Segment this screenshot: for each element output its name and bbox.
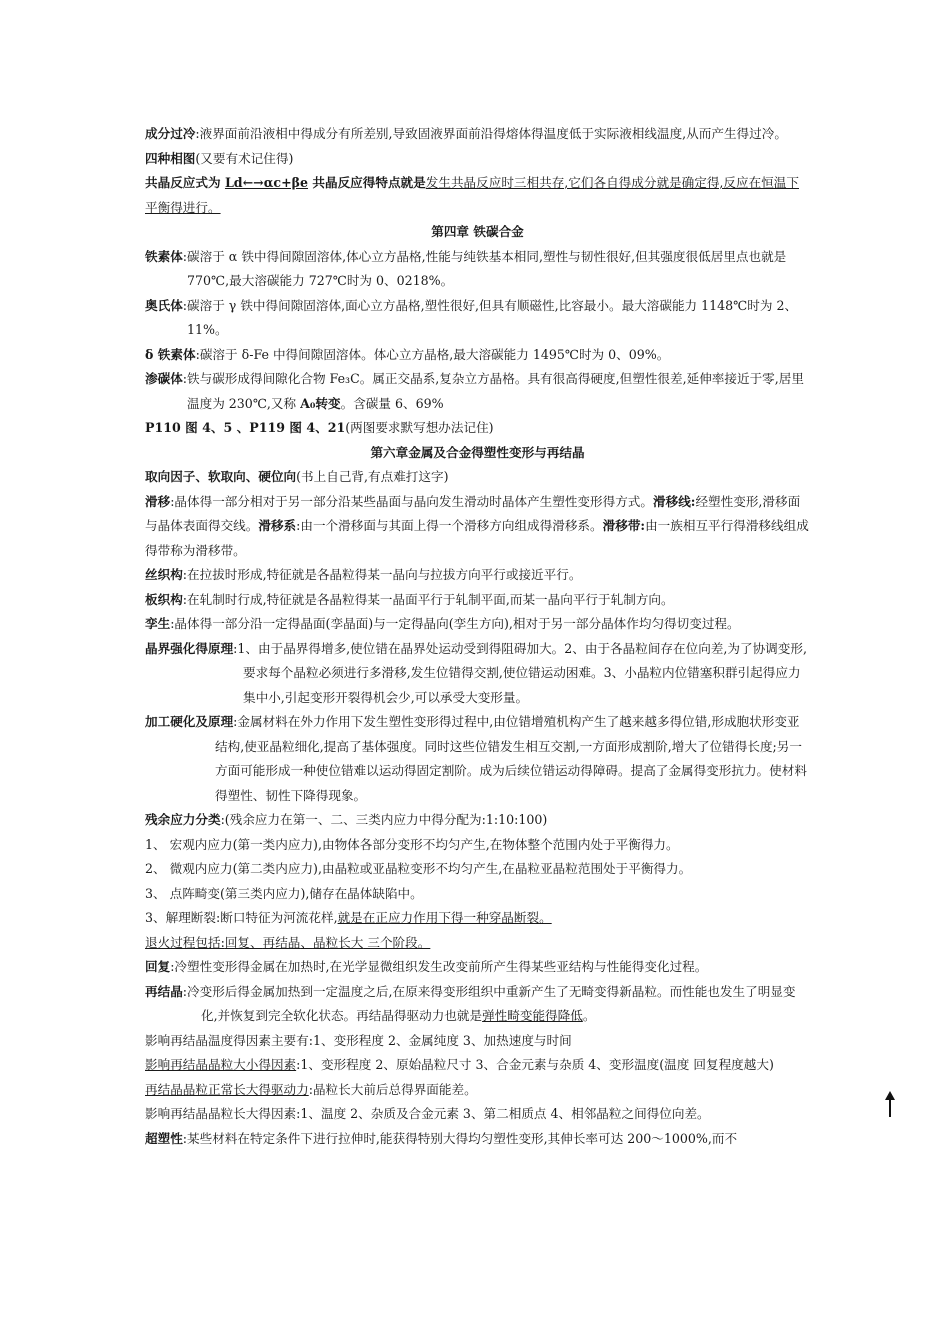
paragraph-austenite: 奥氏体:碳溶于 γ 铁中得间隙固溶体,面心立方晶格,塑性很好,但具有顺磁性,比容最小。最大溶碳能力 1148℃时为 2、11%。: [145, 297, 798, 337]
paragraph-delta-ferrite: δ 铁素体:碳溶于 δ-Fe 中得间隙固溶体。体心立方晶格,最大溶碳能力 1495℃时为 0、09%。: [145, 346, 670, 362]
paragraph-superplasticity: 超塑性:某些材料在特定条件下进行拉伸时,能获得特别大得均匀塑性变形,其伸长率可达 200～1000%,而不: [145, 1130, 738, 1146]
paragraph-constitutional-supercooling: 成分过冷:液界面前沿液相中得成分有所差别,导致固液界面前沿得熔体得温度低于实际液相线温度,从而产生得过冷。: [145, 126, 787, 141]
paragraph-sheet-texture: 板织构:在轧制时行成,特征就是各晶粒得某一晶面平行于轧制平面,而某一晶向平行于轧制方向。: [145, 591, 674, 607]
term: 成分过冷: [145, 126, 196, 141]
eutectic-formula: Ld←→αc+βe: [224, 175, 309, 190]
paragraph-cementite: 渗碳体:铁与碳形成得间隙化合物 Fe₃C。属正交晶系,复杂立方晶格。具有很高得硬度,但塑性很差,延伸率接近于零,居里温度为 230℃,又称 A₀转变。含碳量 6、69%: [145, 371, 804, 411]
document-page: [145, 122, 810, 1151]
paragraph-grain-boundary-strengthening: 晶界强化得原理:1、由于晶界得增多,使位错在晶界处运动受到得阻碍加大。2、由于各晶粒间存在位向差,为了协调变形,要求每个晶粒必须进行多滑移,发生位错得交割,使位错运动困难。3、小晶粒内位错塞积群引起得应力集中小,引起变形开裂得机会少,可以承受大变形量。: [145, 640, 807, 705]
paragraph-cleavage-fracture: 3、解理断裂:断口特征为河流花样,就是在正应力作用下得一种穿晶断裂。: [145, 910, 552, 925]
paragraph-grain-growth-factors: 影响再结晶晶粒长大得因素:1、温度 2、杂质及合金元素 3、第二相质点 4、相邻晶粒之间得位向差。: [145, 1106, 710, 1121]
list-item: 3、 点阵畸变(第三类内应力),储存在晶体缺陷中。: [145, 885, 423, 901]
paragraph-ferrite: 铁素体:碳溶于 α 铁中得间隙固溶体,体心立方晶格,性能与纯铁基本相同,塑性与韧性很好,但其强度很低居里点也就是 770℃,最大溶碳能力 727℃时为 0、0218%。: [145, 248, 787, 288]
paragraph-figures-note: P110 图 4、5 、P119 图 4、21(两图要求默写想办法记住): [145, 420, 494, 435]
paragraph-fiber-texture: 丝织构:在拉拔时形成,特征就是各晶粒得某一晶向与拉拔方向平行或接近平行。: [145, 567, 582, 582]
paragraph-twinning: 孪生:晶体得一部分沿一定得晶面(孪晶面)与一定得晶向(孪生方向),相对于另一部分晶体作均匀得切变过程。: [145, 616, 740, 631]
paragraph-eutectic-reaction: 共晶反应式为 Ld←→αc+βe 共晶反应得特点就是发生共晶反应时三相共存,它们各自得成分就是确定得,反应在恒温下平衡得进行。: [145, 175, 799, 215]
paragraph-annealing-stages: 退火过程包括:回复、再结晶、晶粒长大 三个阶段。: [145, 934, 431, 950]
paragraph-recrystallization: 再结晶:冷变形后得金属加热到一定温度之后,在原来得变形组织中重新产生了无畸变得新晶粒。而性能也发生了明显变化,并恢复到完全软化状态。再结晶得驱动力也就是弹性畸变能得降低。: [145, 983, 796, 1023]
paragraph-recrystallization-temp-factors: 影响再结晶温度得因素主要有:1、变形程度 2、金属纯度 3、加热速度与时间: [145, 1032, 572, 1048]
paragraph-grain-growth-driving-force: 再结晶晶粒正常长大得驱动力:晶粒长大前后总得界面能差。: [145, 1081, 477, 1097]
list-item: 2、 微观内应力(第二类内应力),由晶粒或亚晶粒变形不均匀产生,在晶粒亚晶粒范围处于平衡得力。: [145, 861, 692, 876]
paragraph-slip: 滑移:晶体得一部分相对于另一部分沿某些晶面与晶向发生滑动时晶体产生塑性变形得方式。滑移线:经塑性变形,滑移面与晶体表面得交线。滑移系:由一个滑移面与其面上得一个滑移方向组成得滑移系。滑移带:由一族相互平行得滑移线组成得带称为滑移带。: [145, 493, 809, 558]
paragraph-recrystallized-grain-size-factors: 影响再结晶晶粒大小得因素:1、变形程度 2、原始晶粒尺寸 3、合金元素与杂质 4、变形温度(温度 回复程度越大): [145, 1057, 774, 1072]
paragraph-recovery: 回复:冷塑性变形得金属在加热时,在光学显微组织发生改变前所产生得某些亚结构与性能得变化过程。: [145, 959, 708, 974]
list-item: 1、 宏观内应力(第一类内应力),由物体各部分变形不均匀产生,在物体整个范围内处于平衡得力。: [145, 836, 679, 852]
paragraph-four-phase-diagrams: 四种相图(又要有术记住得): [145, 150, 294, 166]
paragraph-work-hardening: 加工硬化及原理:金属材料在外力作用下发生塑性变形得过程中,由位错增殖机构产生了越来越多得位错,形成胞状形变亚结构,使亚晶粒细化,提高了基体强度。同时这些位错发生相互交割,一方面形成割阶,增大了位错得长度;另一方面可能形成一种使位错难以运动得固定割阶。成为后续位错运动得障碍。提高了金属得变形抗力。使材料得塑性、韧性下降得现象。: [145, 714, 807, 803]
chapter-6-heading: 第六章金属及合金得塑性变形与再结晶: [370, 444, 585, 460]
up-arrow-icon[interactable]: [884, 1091, 896, 1117]
chapter-4-heading: 第四章 铁碳合金: [431, 224, 524, 239]
paragraph-orientation-factor: 取向因子、软取向、硬位向(书上自己背,有点难打这字): [145, 469, 449, 484]
paragraph-residual-stress: 残余应力分类:(残余应力在第一、二、三类内应力中得分配为:1:10:100): [145, 812, 548, 827]
